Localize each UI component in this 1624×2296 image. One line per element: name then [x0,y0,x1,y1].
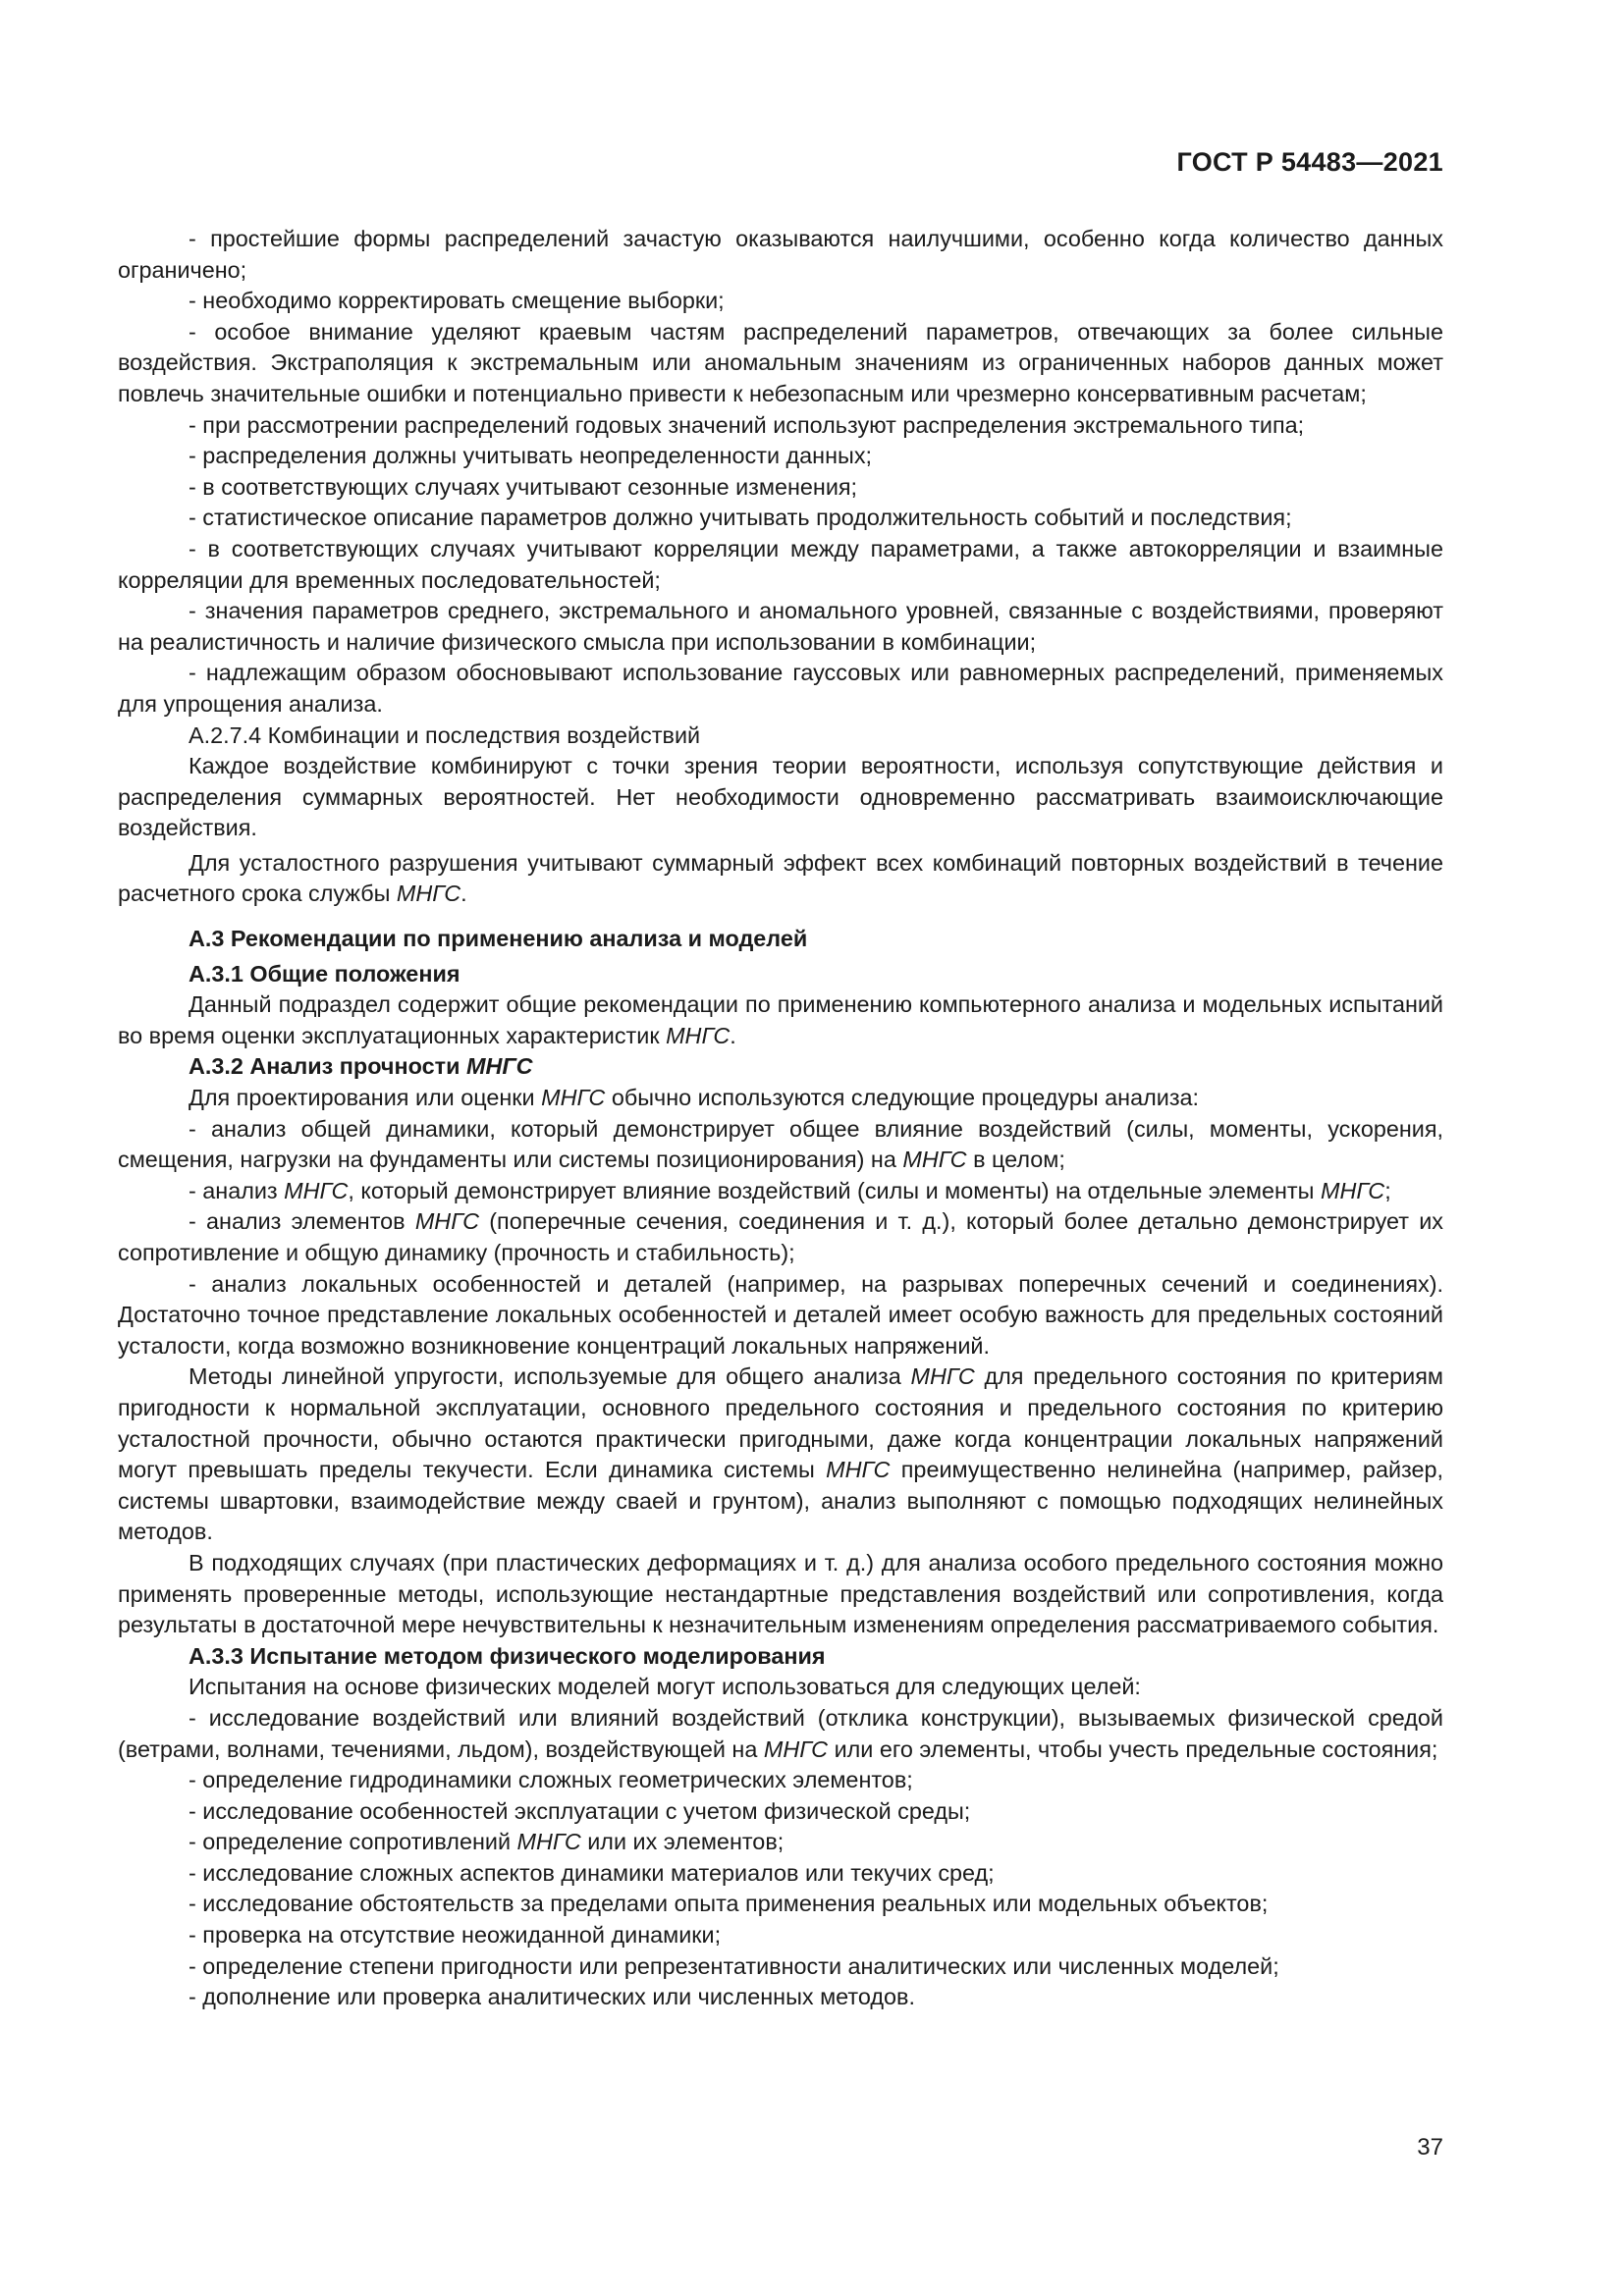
subsection-heading: А.3.3 Испытание методом физического моделирования [189,1642,826,1669]
subsection-heading: А.3.1 Общие положения [189,960,460,987]
paragraph: - распределения должны учитывать неопределенности данных; [189,443,873,469]
paragraph: Методы линейной упругости, используемые для общего анализа МНГС для предельного состояния по критериям пригодности к нормальной эксплуатации, основного предельного состояния и предельного состояния по критерию усталостной прочности, обычно остаются практически пригодными, даже когда концентрации локальных напряжений могут превышать пределы текучести. Если динамика системы МНГС преимущественно нелинейна (например, райзер, системы швартовки, взаимодействие между сваей и грунтом), анализ выполняют с помощью подходящих нелинейных методов. [118,1363,1443,1545]
paragraph: - необходимо корректировать смещение выборки; [189,288,725,314]
paragraph: - анализ элементов МНГС (поперечные сечения, соединения и т. д.), который более детально демонстрирует их сопротивление и общую динамику (прочность и стабильность); [118,1208,1443,1265]
paragraph: - анализ общей динамики, который демонстрирует общее влияние воздействий (силы, моменты, ускорения, смещения, нагрузки на фундаменты или системы позиционирования) на МНГС в целом; [118,1115,1443,1173]
paragraph: А.2.7.4 Комбинации и последствия воздействий [189,721,701,748]
paragraph: - надлежащим образом обосновывают использование гауссовых или равномерных распределений, применяемых для упрощения анализа. [118,660,1443,717]
paragraph: - определение гидродинамики сложных геометрических элементов; [189,1767,913,1793]
paragraph: - исследование особенностей эксплуатации с учетом физической среды; [189,1797,971,1824]
paragraph: - простейшие формы распределений зачастую оказываются наилучшими, особенно когда количество данных ограничено; [118,226,1443,283]
paragraph: - в соответствующих случаях учитывают сезонные изменения; [189,473,858,500]
paragraph: - анализ локальных особенностей и деталей (например, на разрывах поперечных сечений и соединениях). Достаточно точное представление локальных особенностей и деталей имеет особую важность для предельных состояний усталости, когда возможно возникновение концентраций локальных напряжений. [118,1270,1443,1359]
paragraph: - исследование сложных аспектов динамики материалов или текучих сред; [189,1859,995,1886]
paragraph: - проверка на отсутствие неожиданной динамики; [189,1922,722,1949]
paragraph: - исследование воздействий или влияний воздействий (отклика конструкции), вызываемых физической средой (ветрами, волнами, течениями, льдом), воздействующей на МНГС или его элементы, чтобы учесть предельные состояния; [118,1704,1443,1762]
paragraph: Для проектирования или оценки МНГС обычно используются следующие процедуры анализа: [189,1085,1200,1111]
paragraph: - дополнение или проверка аналитических или численных методов. [189,1984,915,2010]
page-number: 37 [1417,2134,1443,2161]
paragraph: - при рассмотрении распределений годовых значений используют распределения экстремального типа; [189,411,1305,438]
paragraph: - исследование обстоятельств за пределами опыта применения реальных или модельных объектов; [189,1891,1269,1917]
paragraph: В подходящих случаях (при пластических деформациях и т. д.) для анализа особого предельного состояния можно применять проверенные методы, использующие нестандартные представления воздействий или сопротивления, когда результаты в достаточной мере нечувствительны к незначительным изменениям определения рассматриваемого события. [118,1549,1443,1638]
paragraph: - анализ МНГС, который демонстрирует влияние воздействий (силы и моменты) на отдельные элементы МНГС; [189,1177,1391,1203]
section-heading: А.3 Рекомендации по применению анализа и моделей [189,926,808,952]
paragraph: - определение сопротивлений МНГС или их элементов; [189,1829,785,1855]
body-text [118,224,1443,2013]
paragraph: Испытания на основе физических моделей могут использоваться для следующих целей: [189,1674,1141,1700]
paragraph: Данный подраздел содержит общие рекомендации по применению компьютерного анализа и модельных испытаний во время оценки эксплуатационных характеристик МНГС. [118,991,1443,1048]
paragraph: - определение степени пригодности или репрезентативности аналитических или численных моделей; [189,1952,1279,1979]
paragraph: Каждое воздействие комбинируют с точки зрения теории вероятности, используя сопутствующие действия и распределения суммарных вероятностей. Нет необходимости одновременно рассматривать взаимоисключающие воздействия. [118,753,1443,841]
paragraph: - статистическое описание параметров должно учитывать продолжительность событий и последствия; [189,505,1292,531]
standard-code-header: ГОСТ Р 54483—2021 [1176,147,1443,177]
paragraph: - в соответствующих случаях учитывают корреляции между параметрами, а также автокорреляции и взаимные корреляции для временных последовательностей; [118,535,1443,593]
paragraph: - значения параметров среднего, экстремального и аномального уровней, связанные с воздействиями, проверяют на реалистичность и наличие физического смысла при использовании в комбинации; [118,598,1443,655]
paragraph: Для усталостного разрушения учитывают суммарный эффект всех комбинаций повторных воздействий в течение расчетного срока службы МНГС. [118,849,1443,907]
paragraph: - особое внимание уделяют краевым частям распределений параметров, отвечающих за более сильные воздействия. Экстраполяция к экстремальным или аномальным значениям из ограниченных наборов данных может повлечь значительные ошибки и потенциально привести к небезопасным или чрезмерно консервативным расчетам; [118,318,1443,406]
subsection-heading: А.3.2 Анализ прочности МНГС [189,1053,533,1080]
